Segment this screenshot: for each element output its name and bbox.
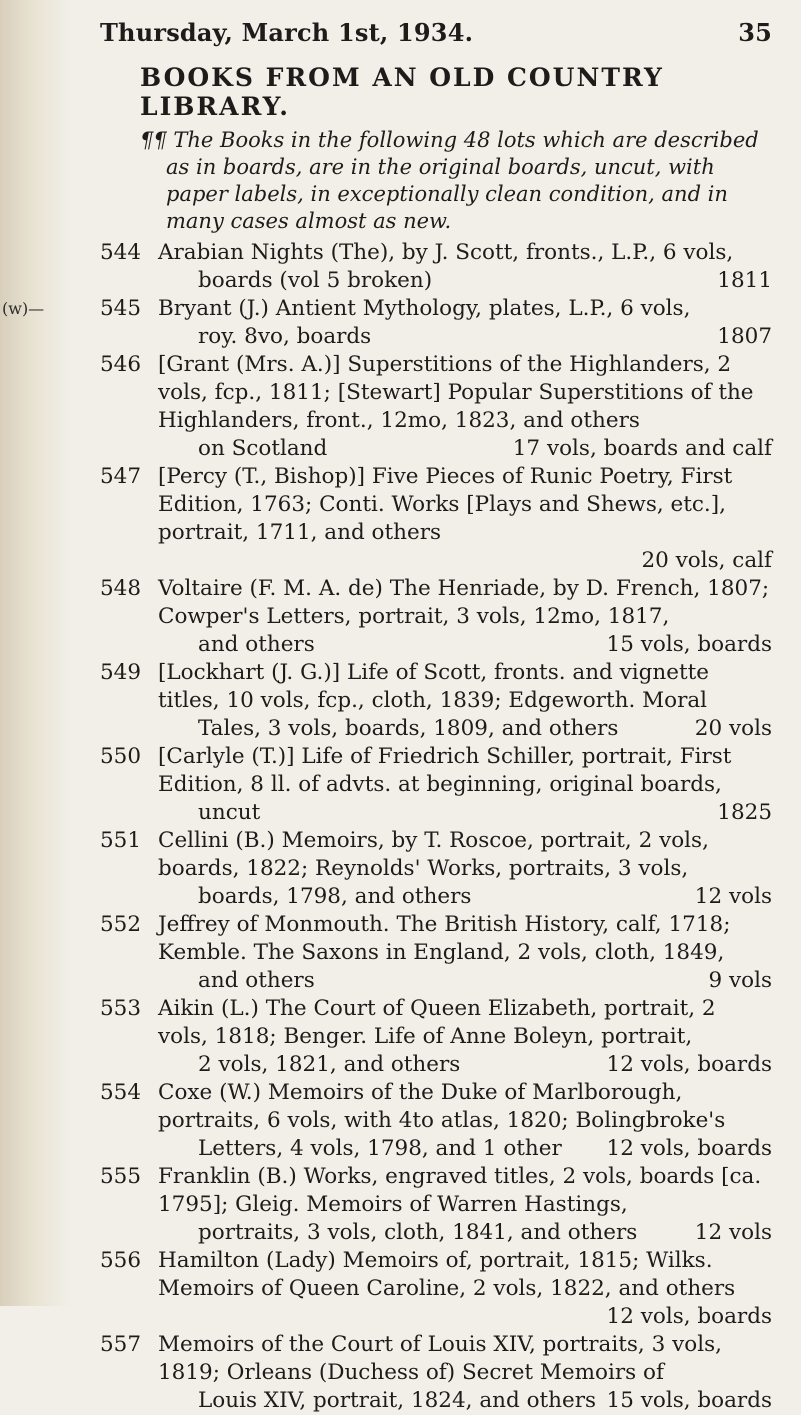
lot-description: Cellini (B.) Memoirs, by T. Roscoe, portrait, 2 vols, boards, 1822; Reynolds' Works, portraits, 3 vols,: [158, 828, 709, 881]
lot-entry: [100, 1079, 772, 1163]
lot-entry: [100, 743, 772, 827]
lot-number: 546: [100, 352, 142, 377]
lot-entry: [100, 1247, 772, 1331]
lot-entry: [100, 239, 772, 295]
lot-tail-right: 17 vols, boards and calf: [512, 436, 772, 461]
lot-tail-right: 12 vols: [694, 1220, 772, 1245]
lot-tail-right: 9 vols: [708, 968, 772, 993]
margin-annotation: (w)—: [2, 299, 45, 318]
catalogue-page: [2, 18, 772, 1415]
lot-entry: [100, 1163, 772, 1247]
lot-tail-right: 20 vols, calf: [641, 548, 772, 573]
section-title: BOOKS FROM AN OLD COUNTRY LIBRARY.: [140, 63, 664, 121]
lot-tail-right: 15 vols, boards: [606, 1388, 772, 1413]
lot-entry: [100, 659, 772, 743]
lot-entry: [100, 827, 772, 911]
lot-number: 550: [100, 744, 142, 769]
lot-number: 551: [100, 828, 142, 853]
lot-description: Arabian Nights (The), by J. Scott, fronts., L.P., 6 vols,: [158, 240, 734, 265]
lot-entry: [100, 911, 772, 995]
lot-entry: [100, 1331, 772, 1415]
lot-number: 554: [100, 1080, 142, 1105]
lot-number: 547: [100, 464, 142, 489]
lot-description: Voltaire (F. M. A. de) The Henriade, by D. French, 1807; Cowper's Letters, portrait, 3 vols, 12mo, 1817,: [158, 576, 770, 629]
lot-description: Franklin (B.) Works, engraved titles, 2 vols, boards [ca. 1795]; Gleig. Memoirs of Warren Hastings,: [158, 1164, 762, 1217]
lot-number: 553: [100, 996, 142, 1021]
lot-description: [Percy (T., Bishop)] Five Pieces of Runic Poetry, First Edition, 1763; Conti. Works [Plays and Shews, etc.], portrait, 1711, and others: [158, 464, 733, 545]
lot-tail-left: roy. 8vo, boards: [198, 324, 372, 349]
lot-tail-left: and others: [198, 632, 315, 657]
lot-number: 545: [100, 296, 142, 321]
lot-tail-right: 1825: [717, 800, 772, 825]
lot-tail-left: Letters, 4 vols, 1798, and 1 other: [198, 1136, 562, 1161]
lot-tail-left: on Scotland: [198, 436, 328, 461]
lot-tail-right: 1807: [717, 324, 772, 349]
lot-tail-left: uncut: [198, 800, 261, 825]
lot-number: 548: [100, 576, 142, 601]
lot-list: [2, 239, 772, 1415]
lot-entry: [2, 295, 772, 351]
lot-tail-right: 12 vols: [694, 884, 772, 909]
lot-tail-right: 1811: [717, 268, 772, 293]
lot-entry: [100, 995, 772, 1079]
lot-tail-right: 12 vols, boards: [606, 1304, 772, 1329]
lot-number: 557: [100, 1332, 142, 1357]
lot-number: 552: [100, 912, 142, 937]
intro-note: ¶¶ The Books in the following 48 lots which are described as in boards, are in the original boards, uncut, with paper labels, in exceptionally clean condition, and in many cases almost as new.: [140, 128, 759, 233]
lot-tail-right: 15 vols, boards: [606, 632, 772, 657]
lot-tail-right: 20 vols: [694, 716, 772, 741]
lot-description: [Lockhart (J. G.)] Life of Scott, fronts. and vignette titles, 10 vols, fcp., cloth, 1839; Edgeworth. Moral: [158, 660, 710, 713]
lot-description: Jeffrey of Monmouth. The British History, calf, 1718; Kemble. The Saxons in England, 2 vols, cloth, 1849,: [158, 912, 731, 965]
header-date: Thursday, March 1st, 1934.: [100, 18, 474, 47]
lot-tail-left: and others: [198, 968, 315, 993]
lot-number: 556: [100, 1248, 142, 1273]
lot-number: 544: [100, 240, 142, 265]
lot-entry: [100, 575, 772, 659]
lot-tail-left: boards (vol 5 broken): [198, 268, 433, 293]
lot-description: Aikin (L.) The Court of Queen Elizabeth, portrait, 2 vols, 1818; Benger. Life of Anne Boleyn, portrait,: [158, 996, 716, 1049]
lot-entry: [100, 463, 772, 575]
lot-tail-left: portraits, 3 vols, cloth, 1841, and others: [198, 1220, 638, 1245]
lot-entry: [100, 351, 772, 463]
page-number: 35: [738, 18, 772, 47]
lot-tail-left: 2 vols, 1821, and others: [198, 1052, 461, 1077]
lot-tail-left: Tales, 3 vols, boards, 1809, and others: [198, 716, 619, 741]
lot-tail-right: 12 vols, boards: [606, 1136, 772, 1161]
lot-tail-left: Louis XIV, portrait, 1824, and others: [198, 1388, 597, 1413]
lot-description: Bryant (J.) Antient Mythology, plates, L.P., 6 vols,: [158, 296, 691, 321]
lot-description: Hamilton (Lady) Memoirs of, portrait, 1815; Wilks. Memoirs of Queen Caroline, 2 vols, 1822, and others: [158, 1248, 736, 1301]
lot-description: Coxe (W.) Memoirs of the Duke of Marlborough, portraits, 6 vols, with 4to atlas, 1820; Bolingbroke's: [158, 1080, 726, 1133]
lot-number: 555: [100, 1164, 142, 1189]
lot-description: [Grant (Mrs. A.)] Superstitions of the Highlanders, 2 vols, fcp., 1811; [Stewart] Popular Superstitions of the Highlanders, front., 12mo, 1823, and others: [158, 352, 754, 433]
lot-description: [Carlyle (T.)] Life of Friedrich Schiller, portrait, First Edition, 8 ll. of advts. at beginning, original boards,: [158, 744, 732, 797]
page-header: [100, 18, 772, 47]
page-edge: [0, 0, 70, 1306]
lot-number: 549: [100, 660, 142, 685]
lot-tail-right: 12 vols, boards: [606, 1052, 772, 1077]
lot-tail-left: boards, 1798, and others: [198, 884, 472, 909]
lot-description: Memoirs of the Court of Louis XIV, portraits, 3 vols, 1819; Orleans (Duchess of) Secret Memoirs of: [158, 1332, 722, 1385]
